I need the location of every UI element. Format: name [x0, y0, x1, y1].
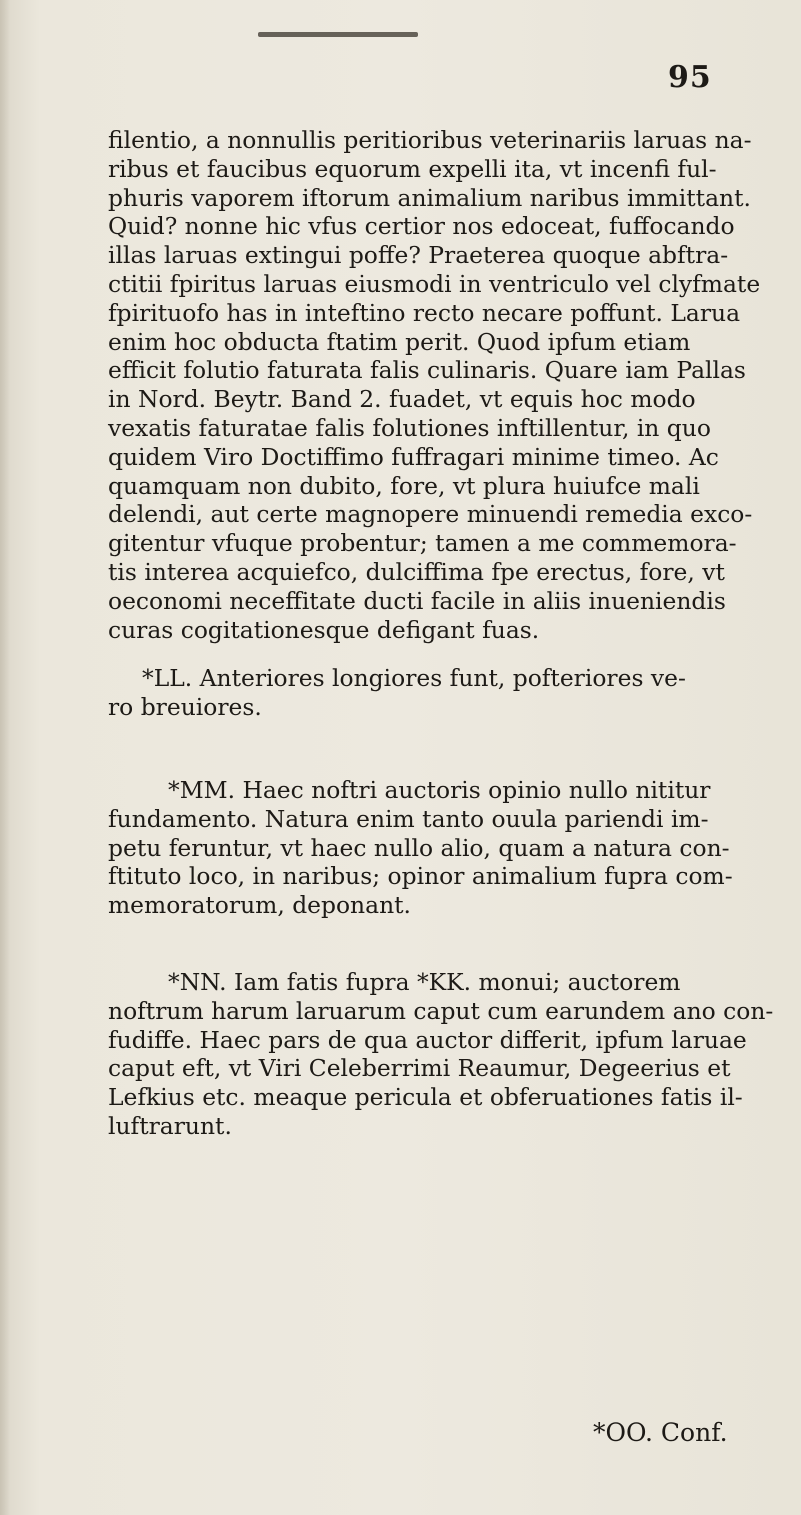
text-line: *MM. Haec noftri auctoris opinio nullo nititur	[168, 776, 711, 804]
note-nn	[108, 968, 798, 1141]
text-line: noftrum harum laruarum caput cum earundem ano con-	[108, 996, 774, 1025]
text-line: ribus et faucibus equorum expelli ita, vt incenfi ful-	[108, 154, 717, 183]
text-line: memoratorum, deponant.	[108, 891, 411, 920]
text-line: luftrarunt.	[108, 1111, 232, 1140]
text-line: fpirituofo has in inteftino recto necare poffunt. Larua	[108, 298, 741, 327]
text-line: filentio, a nonnullis peritioribus veterinariis laruas na-	[108, 126, 752, 154]
text-line: *NN. Iam fatis fupra *KK. monui; auctorem	[168, 968, 681, 996]
text-line: illas laruas extingui poffe? Praeterea quoque abftra-	[108, 241, 729, 270]
text-line: quidem Viro Doctiffimo fuffragari minime timeo. Ac	[108, 442, 719, 471]
note-ll	[108, 664, 798, 722]
text-line: fudiffe. Haec pars de qua auctor differit, ipfum laruae	[108, 1025, 747, 1054]
text-line: *LL. Anteriores longiores funt, pofteriores ve-	[142, 664, 686, 692]
text-line: petu feruntur, vt haec nullo alio, quam a natura con-	[108, 833, 730, 862]
text-line: Quid? nonne hic vfus certior nos edoceat, fuffocando	[108, 212, 735, 241]
text-line: efficit folutio faturata falis culinaris. Quare iam Pallas	[108, 356, 746, 385]
text-line: tis interea acquiefco, dulciffima fpe erectus, fore, vt	[108, 557, 725, 586]
text-line: delendi, aut certe magnopere minuendi remedia exco-	[108, 500, 753, 529]
text-line: enim hoc obducta ftatim perit. Quod ipfum etiam	[108, 327, 691, 356]
gutter-shadow	[0, 0, 10, 1515]
text-line: quamquam non dubito, fore, vt plura huiufce mali	[108, 471, 700, 500]
text-line: ro breuiores.	[108, 692, 262, 721]
text-line: vexatis faturatae falis folutiones inftillentur, in quo	[108, 413, 711, 442]
main-paragraph	[108, 126, 798, 644]
text-line: ftituto loco, in naribus; opinor animalium fupra com-	[108, 862, 733, 891]
text-line: phuris vaporem iftorum animalium naribus immittant.	[108, 183, 751, 212]
page-number: 95	[668, 60, 712, 95]
text-line: Lefkius etc. meaque pericula et obferuationes fatis il-	[108, 1083, 743, 1112]
catchword: *OO. Conf.	[593, 1418, 728, 1447]
text-line: in Nord. Beytr. Band 2. fuadet, vt equis hoc modo	[108, 385, 696, 414]
text-line: curas cogitationesque defigant fuas.	[108, 615, 540, 644]
text-line: fundamento. Natura enim tanto ouula pariendi im-	[108, 804, 709, 833]
header-rule	[258, 32, 418, 37]
text-line: oeconomi neceffitate ducti facile in aliis inueniendis	[108, 586, 726, 615]
note-mm	[108, 776, 798, 920]
text-line: caput eft, vt Viri Celeberrimi Reaumur, Degeerius et	[108, 1054, 731, 1083]
text-line: ctitii fpiritus laruas eiusmodi in ventriculo vel clyfmate	[108, 269, 761, 298]
text-line: gitentur vfuque probentur; tamen a me commemora-	[108, 529, 737, 558]
